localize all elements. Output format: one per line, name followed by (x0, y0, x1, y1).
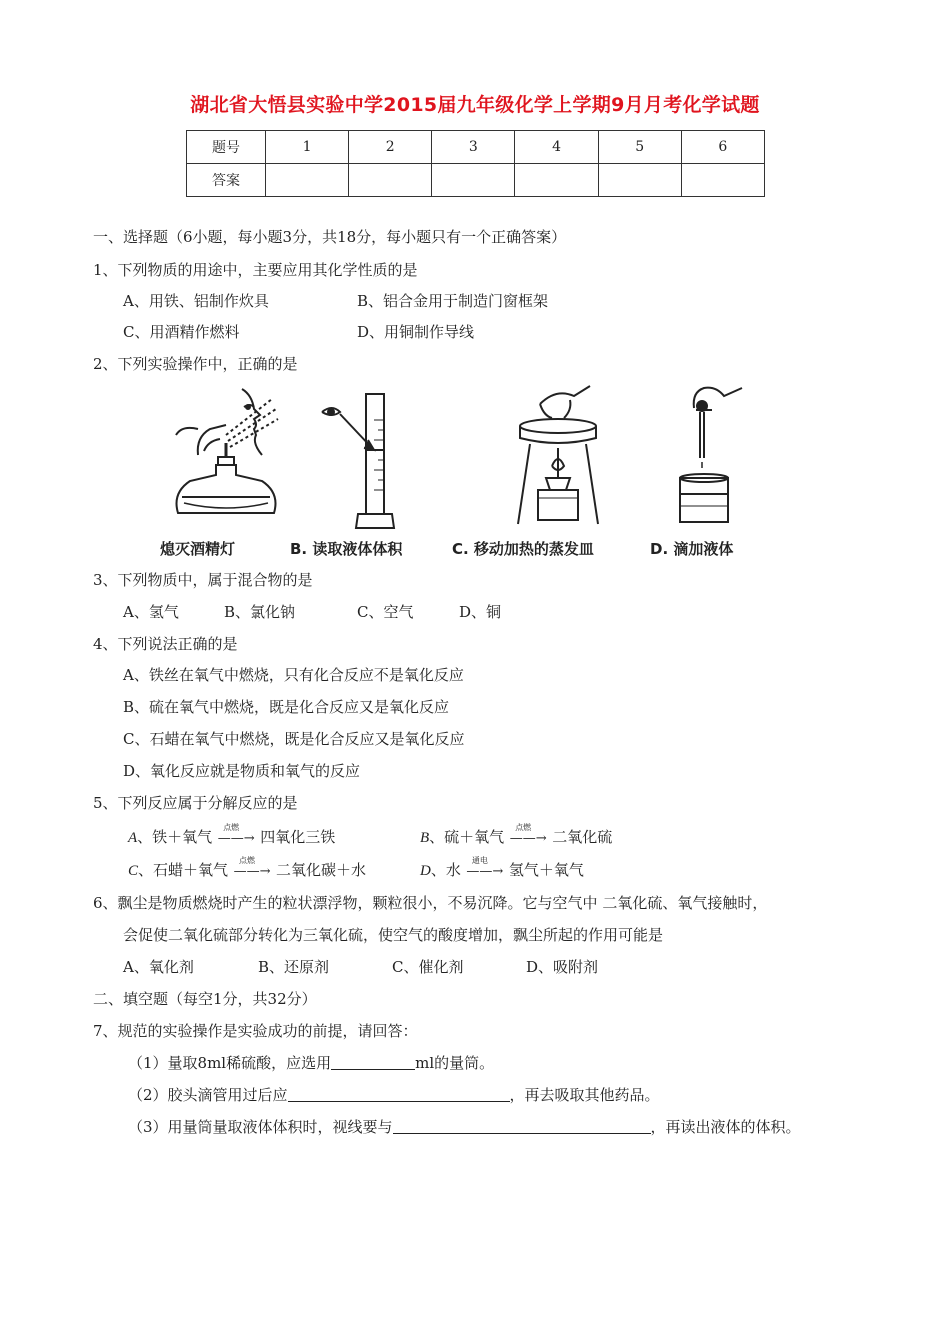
q1-option-a: A、用铁、铝制作炊具 (123, 292, 269, 310)
q3-option-d: D、铜 (459, 603, 502, 621)
q5-c-reactants: 、石蜡＋氧气 (138, 861, 229, 879)
question-number-cell: 4 (515, 131, 598, 164)
table-row (187, 164, 765, 197)
fill-blank-3[interactable] (393, 1117, 651, 1134)
q5-a-letter: A (128, 830, 138, 846)
q5-option-d (420, 856, 584, 882)
q7-part2-prefix: （2）胶头滴管用过后应 (128, 1086, 288, 1104)
page-title: 湖北省大悟县实验中学2015届九年级化学上学期9月月考化学试题 (190, 94, 760, 116)
question-number-cell: 1 (266, 131, 349, 164)
q5-c-products: 二氧化碳＋水 (276, 861, 367, 879)
q5-b-products: 二氧化硫 (552, 828, 613, 846)
q3-option-b: B、氯化钠 (224, 603, 296, 621)
q3-stem: 3、下列物质中，属于混合物的是 (93, 571, 313, 589)
section1-header: 一、选择题（6小题，每小题3分，共18分，每小题只有一个正确答案） (93, 228, 567, 246)
reaction-arrow-icon: 通电 ——→ (461, 860, 509, 882)
q7-part1 (128, 1053, 494, 1073)
q3-option-c: C、空气 (357, 603, 414, 621)
q6-option-b: B、还原剂 (258, 958, 330, 976)
q7-part1-prefix: （1）量取8ml稀硫酸，应选用 (128, 1054, 332, 1072)
q4-stem: 4、下列说法正确的是 (93, 635, 238, 653)
fill-blank-2[interactable] (288, 1085, 510, 1102)
q5-a-condition: 点燃 (223, 823, 240, 832)
q2-stem: 2、下列实验操作中，正确的是 (93, 355, 298, 373)
fill-blank-1[interactable] (331, 1053, 415, 1070)
q7-part3-prefix: （3）用量筒量取液体体积时，视线要与 (128, 1118, 393, 1136)
q6-stem-line1: 6、飘尘是物质燃烧时产生的粒状漂浮物，颗粒很小，不易沉降。它与空气中 二氧化硫、氧气接触时， (93, 894, 768, 912)
q7-part3 (128, 1117, 801, 1137)
q7-part2-suffix: ，再去吸取其他药品。 (509, 1086, 660, 1104)
q5-option-a (128, 823, 336, 849)
q5-option-c (128, 856, 367, 882)
q5-a-products: 四氧化三铁 (260, 828, 336, 846)
figure-caption-b: B. 读取液体体积 (290, 540, 403, 558)
q5-d-condition: 通电 (471, 856, 488, 865)
q5-d-reactants: 、水 (430, 861, 461, 879)
q1-option-b: B、铝合金用于制造门窗框架 (357, 292, 549, 310)
row-label-answer: 答案 (187, 164, 266, 197)
q5-b-letter: B (420, 830, 430, 846)
q7-part2 (128, 1085, 660, 1105)
q4-option-d: D、氧化反应就是物质和氧气的反应 (123, 762, 361, 780)
q6-option-a: A、氧化剂 (123, 958, 194, 976)
answer-cell[interactable] (432, 164, 515, 197)
answer-table (186, 130, 765, 197)
q7-part1-suffix: ml的量筒。 (415, 1054, 495, 1072)
q5-d-products: 氢气＋氧气 (508, 861, 584, 879)
q5-b-condition: 点燃 (515, 823, 532, 832)
table-row (187, 131, 765, 164)
figure-caption-a: 熄灭酒精灯 (160, 540, 236, 558)
q4-option-c: C、石蜡在氧气中燃烧，既是化合反应又是氧化反应 (123, 730, 465, 748)
q5-stem: 5、下列反应属于分解反应的是 (93, 794, 298, 812)
figure-dropper (668, 382, 758, 534)
question-number-cell: 6 (681, 131, 764, 164)
q6-option-c: C、催化剂 (392, 958, 464, 976)
answer-cell[interactable] (598, 164, 681, 197)
q1-option-d: D、用铜制作导线 (357, 323, 475, 341)
figure-evaporating-dish (500, 382, 620, 534)
answer-cell[interactable] (266, 164, 349, 197)
q7-stem: 7、规范的实验操作是实验成功的前提，请回答： (93, 1022, 418, 1040)
section2-header: 二、填空题（每空1分，共32分） (93, 990, 317, 1008)
q7-part3-suffix: ，再读出液体的体积。 (650, 1118, 801, 1136)
figure-face (232, 385, 292, 465)
row-label-question-no: 题号 (187, 131, 266, 164)
q1-option-c: C、用酒精作燃料 (123, 323, 240, 341)
q1-stem: 1、下列物质的用途中，主要应用其化学性质的是 (93, 261, 418, 279)
question-number-cell: 5 (598, 131, 681, 164)
question-number-cell: 2 (349, 131, 432, 164)
answer-cell[interactable] (349, 164, 432, 197)
q3-option-a: A、氢气 (123, 603, 179, 621)
reaction-arrow-icon: 点燃 ——→ (504, 827, 552, 849)
q5-b-reactants: 、硫＋氧气 (429, 828, 505, 846)
q5-a-reactants: 、铁＋氧气 (137, 828, 213, 846)
q4-option-b: B、硫在氧气中燃烧，既是化合反应又是氧化反应 (123, 698, 450, 716)
question-number-cell: 3 (432, 131, 515, 164)
q5-c-letter: C (128, 863, 139, 879)
q6-stem-line2: 会促使二氧化硫部分转化为三氧化硫，使空气的酸度增加，飘尘所起的作用可能是 (123, 926, 664, 944)
reaction-arrow-icon: 点燃 ——→ (212, 827, 260, 849)
figure-caption-d: D. 滴加液体 (650, 540, 734, 558)
q6-option-d: D、吸附剂 (526, 958, 599, 976)
q5-d-letter: D (420, 863, 431, 879)
q4-option-a: A、铁丝在氧气中燃烧，只有化合反应不是氧化反应 (123, 666, 464, 684)
q5-option-b (420, 823, 613, 849)
figure-graduated-cylinder (318, 390, 408, 535)
figure-caption-c: C. 移动加热的蒸发皿 (452, 540, 594, 558)
q5-c-condition: 点燃 (239, 856, 256, 865)
answer-cell[interactable] (515, 164, 598, 197)
answer-cell[interactable] (681, 164, 764, 197)
reaction-arrow-icon: 点燃 ——→ (228, 860, 276, 882)
